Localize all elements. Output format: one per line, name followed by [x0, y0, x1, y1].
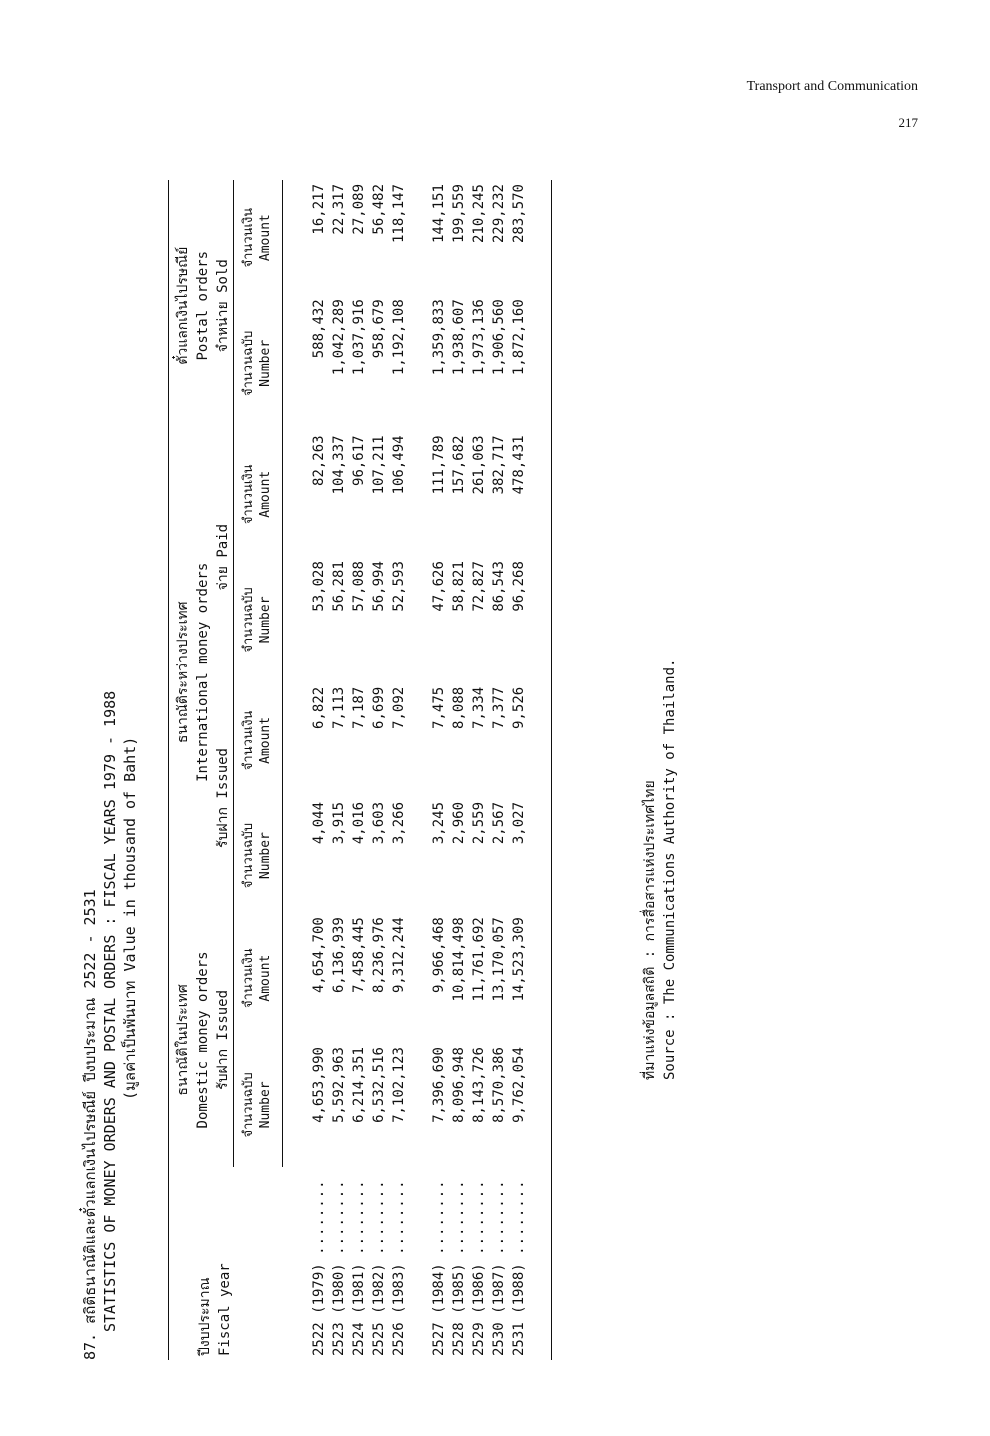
postal-orders-header: ตั๋วแลกเงินไปรษณีย์ Postal orders: [169, 180, 214, 431]
amount-header: จำนวนเงิน Amount: [234, 913, 283, 1043]
table-row: 2529 (1986) ........ 8,143,726 11,761,692 2,559 7,334 72,827 261,063 1,973,136 210,245: [471, 184, 487, 1356]
intl-paid-header: จ่าย Paid: [213, 431, 234, 682]
number-header: จำนวนฉบับ Number: [234, 1043, 283, 1167]
domestic-issued-header: รับฝาก Issued: [213, 913, 234, 1166]
table-row: 2524 (1981) ........ 6,214,351 7,458,445 4,016 7,187 57,088 96,617 1,037,916 27,089: [351, 184, 367, 1356]
page-number: 217: [898, 115, 918, 130]
table-row: 2525 (1982) ........ 6,532,516 8,236,976 3,603 6,699 56,994 107,211 958,679 56,482: [371, 184, 387, 1356]
table-titles: [80, 180, 140, 1360]
intl-issued-header: รับฝาก Issued: [213, 683, 234, 913]
number-header: จำนวนฉบับ Number: [234, 557, 283, 683]
table-row: 2526 (1983) ........ 7,102,123 9,312,244 3,266 7,092 52,593 106,494 1,192,108 118,147: [391, 184, 407, 1356]
table-row: 2527 (1984) ........ 7,396,690 9,966,468 3,245 7,475 47,626 111,789 1,359,833 144,151: [431, 184, 447, 1356]
amount-header: จำนวนเงิน Amount: [234, 683, 283, 798]
rotated-table-page: [80, 180, 720, 1360]
international-header: ธนาณัติระหว่างประเทศ International money orders: [169, 431, 214, 913]
value-unit-note: (มูลค่าเป็นพันบาท Value in thousand of Baht): [121, 736, 139, 1100]
section-title: Transport and Communication: [746, 79, 918, 94]
statistics-table: [168, 180, 552, 1360]
title-thai: 87. สถิติธนาณัติและตั๋วแลกเงินไปรษณีย์ ปีงบประมาณ 2522 - 2531: [81, 889, 99, 1360]
title-english: STATISTICS OF MONEY ORDERS AND POSTAL ORDERS : FISCAL YEARS 1979 - 1988: [101, 690, 119, 1332]
table-row: 2531 (1988) ........ 9,762,054 14,523,309 3,027 9,526 96,268 478,431 1,872,160 283,570: [509, 180, 552, 1360]
number-header: จำนวนฉบับ Number: [234, 295, 283, 431]
fiscal-year-header: ปีงบประมาณ Fiscal year: [169, 1167, 283, 1360]
domestic-header: ธนาณัติในประเทศ Domestic money orders: [169, 913, 214, 1166]
postal-sold-header: จำหน่าย Sold: [213, 180, 234, 431]
source-thai: ที่มาแห่งข้อมูลสถิติ : การสื่อสารแห่งประเทศไทย: [642, 780, 658, 1080]
table-row: 2522 (1979) ........ 4,653,990 4,654,700 4,044 6,822 53,028 82,263 588,432 16,217: [310, 184, 327, 1356]
table-row: 2528 (1985) ........ 8,096,948 10,814,498 2,960 8,088 58,821 157,682 1,938,607 199,559: [451, 184, 467, 1356]
source-note: [640, 659, 680, 1080]
table-row: 2530 (1987) ........ 8,570,386 13,170,057 2,567 7,377 86,543 382,717 1,906,560 229,232: [491, 184, 507, 1356]
page-header: [747, 78, 918, 132]
table-row: 2523 (1980) ........ 5,592,963 6,136,939 3,915 7,113 56,281 104,337 1,042,289 22,317: [331, 184, 347, 1356]
amount-header: จำนวนเงิน Amount: [234, 431, 283, 557]
source-english: Source : The Communications Authority of Thailand.: [662, 658, 678, 1080]
number-header: จำนวนฉบับ Number: [234, 798, 283, 913]
amount-header: จำนวนเงิน Amount: [234, 180, 283, 295]
